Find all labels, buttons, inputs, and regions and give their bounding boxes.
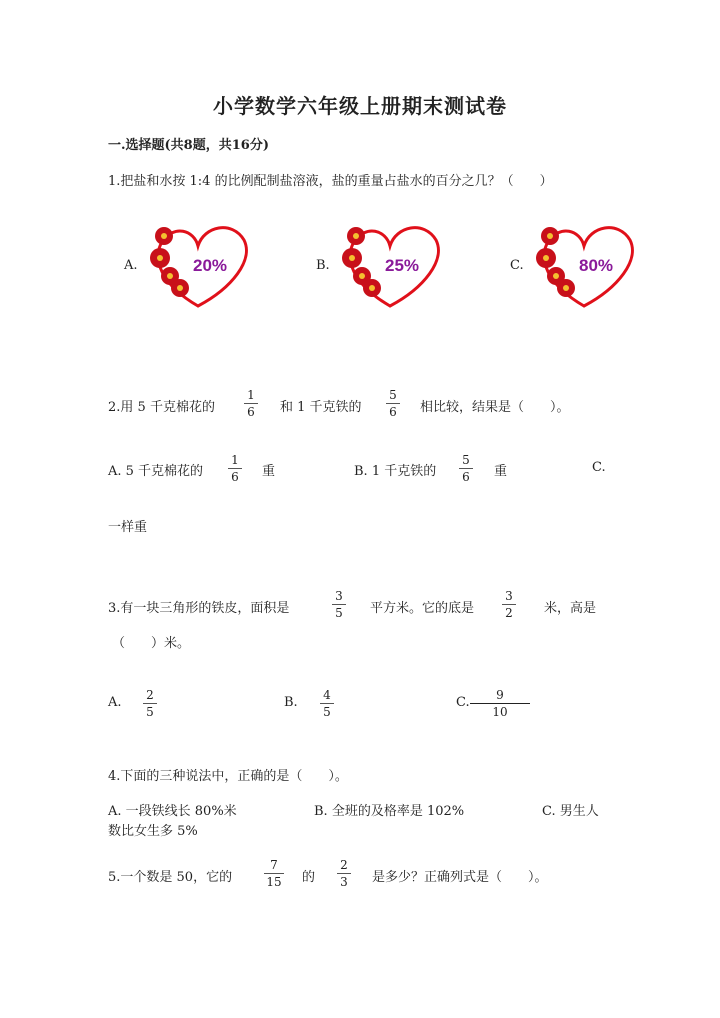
- fraction: 2 3: [337, 858, 351, 889]
- option-a: A. 一段铁线长 80%米: [108, 804, 237, 819]
- question-3-part1: 3.有一块三角形的铁皮，面积是: [108, 601, 290, 616]
- fraction: 5 6: [459, 453, 473, 484]
- option-a-label: A.: [108, 695, 122, 710]
- question-5-part3: 是多少？正确列式是（ ）。: [372, 870, 548, 885]
- option-b: B. 全班的及格率是 102%: [314, 804, 465, 819]
- heart-icon-b: [332, 218, 444, 312]
- fraction: 9 10: [470, 688, 530, 719]
- flower-cluster: [150, 227, 189, 297]
- fraction: 4 5: [320, 688, 334, 719]
- option-c: C. 男生人: [542, 804, 599, 819]
- page-title: 小学数学六年级上册期末测试卷: [213, 94, 507, 118]
- option-b-label: B.: [316, 258, 330, 273]
- question-2-part3: 相比较，结果是（ ）。: [420, 400, 570, 415]
- question-2-part1: 2.用 5 千克棉花的: [108, 400, 215, 415]
- option-b: B. 1 千克铁的: [354, 464, 437, 479]
- option-a-value: 20%: [192, 256, 228, 275]
- fraction: 1 6: [244, 388, 258, 419]
- option-c-label: C.: [510, 258, 524, 273]
- question-5-part2: 的: [302, 870, 316, 885]
- heart-icon-a: [140, 218, 252, 312]
- option-b-suffix: 重: [494, 464, 508, 479]
- question-5-part1: 5.一个数是 50，它的: [108, 870, 233, 885]
- question-3-part2: 平方米。它的底是: [370, 601, 475, 616]
- option-c-value: 80%: [578, 256, 614, 275]
- flower-cluster: [536, 227, 575, 297]
- fraction: 5 6: [386, 388, 400, 419]
- option-a: A. 5 千克棉花的: [108, 464, 204, 479]
- option-a-suffix: 重: [262, 464, 276, 479]
- question-2-part2: 和 1 千克铁的: [280, 400, 362, 415]
- question-1: 1.把盐和水按 1:4 的比例配制盐溶液，盐的重量占盐水的百分之几？（ ）: [108, 174, 553, 189]
- fraction: 3 5: [332, 589, 346, 620]
- question-3-part3: 米，高是: [544, 601, 597, 616]
- heart-icon-c: [526, 218, 638, 312]
- option-b-value: 25%: [384, 256, 420, 275]
- question-4: 4.下面的三种说法中，正确的是（ ）。: [108, 769, 348, 784]
- option-c-text: 一样重: [108, 520, 148, 535]
- flower-cluster: [342, 227, 381, 297]
- option-c-label: C.: [592, 460, 606, 475]
- fraction: 2 5: [143, 688, 157, 719]
- option-a-label: A.: [124, 258, 138, 273]
- option-c-continued: 数比女生多 5%: [108, 824, 198, 839]
- fraction: 7 15: [264, 858, 284, 889]
- option-b-label: B.: [284, 695, 298, 710]
- section-heading: 一.选择题(共8题，共16分): [108, 138, 269, 153]
- fraction: 3 2: [502, 589, 516, 620]
- fraction: 1 6: [228, 453, 242, 484]
- option-c-label: C.: [456, 695, 470, 710]
- question-3-part4: （ ）米。: [112, 636, 191, 651]
